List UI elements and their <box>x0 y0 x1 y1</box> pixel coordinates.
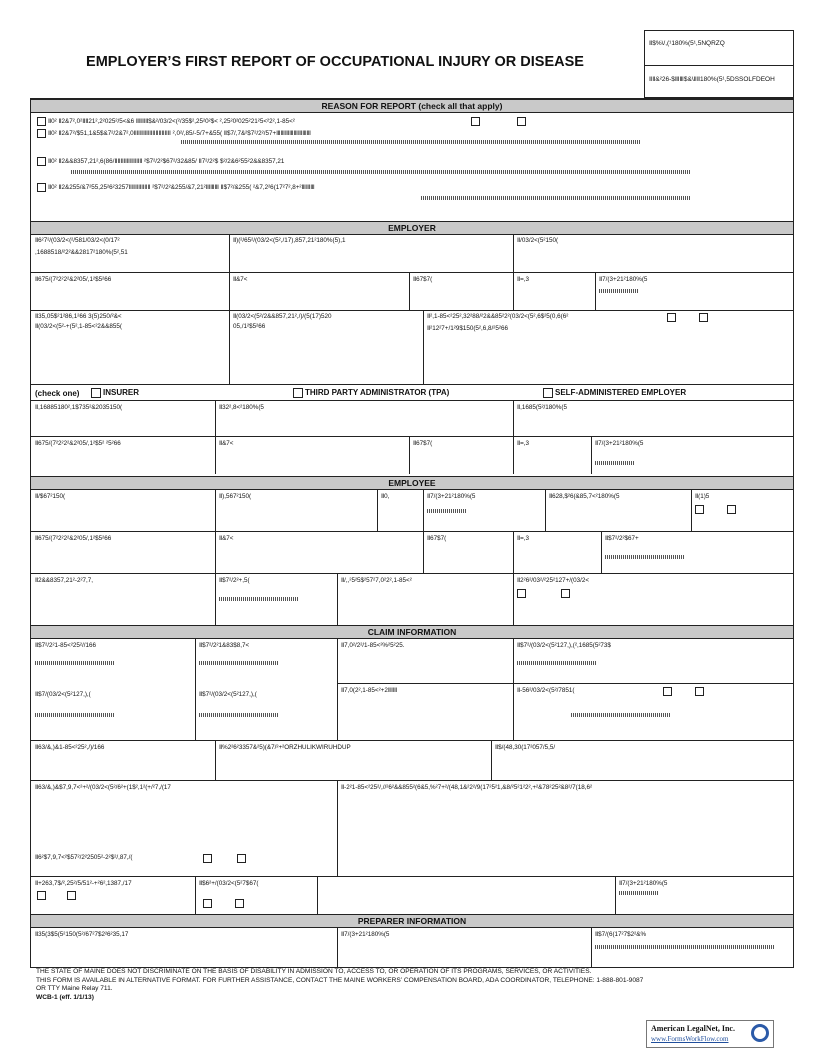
wcb-case-number-field[interactable]: Ⅱ$%\/,(¹180%(5¹,5NQRZQ <box>649 40 725 47</box>
employer-premises-no-checkbox[interactable] <box>699 313 710 322</box>
claim-phone-field[interactable]: Ⅱ7/(3+21²180%(5 <box>619 880 668 887</box>
date-last-worked-field[interactable]: Ⅱ$7²/(03/2<(5²127,),( <box>199 691 257 698</box>
form-version: WCB-1 (eff. 1/1/13) <box>36 993 94 1001</box>
employee-city-field[interactable]: Ⅱ&7< <box>219 535 234 542</box>
insurer-id-field[interactable]: Ⅱ,1685(5²/180%(5 <box>517 404 568 411</box>
insurer-name-field[interactable]: Ⅱ,16885180²,1$735²&2035150( <box>35 404 123 411</box>
employer-premises-yes-checkbox[interactable] <box>667 313 678 322</box>
employee-dob-field[interactable]: Ⅱ$7²/2²$67+ <box>605 535 639 542</box>
employer-location-detail: 05,/1²$5²66 <box>233 323 266 330</box>
employee-first-name-field[interactable]: Ⅱ),567²150( <box>219 493 252 500</box>
employer-email-field[interactable]: Ⅱ/03/2<(5²150( <box>517 237 559 244</box>
check-one-label: (check one) <box>35 389 80 398</box>
employee-occupation-field[interactable]: Ⅱ2&&8357,21²-2²7,7, <box>35 577 94 584</box>
dependents-no-checkbox[interactable] <box>561 589 572 598</box>
self-administered-option[interactable]: SELF-ADMINISTERED EMPLOYER <box>543 388 686 398</box>
footer-line-2: THIS FORM IS AVAILABLE IN ALTERNATIVE FORMAT. FOR FURTHER ASSISTANCE, CONTACT THE MAINE WORKERS’ COMPENSATION BOARD, ADA COORDINATOR, TELEPHONE: 1-888-801-9087 <box>36 976 644 984</box>
insurer-phone-field[interactable]: Ⅱ7/(3+21²180%(5 <box>595 440 644 447</box>
employer-state-yes-checkbox[interactable] <box>203 899 214 908</box>
reason-row-2[interactable]: Ⅱ0² Ⅱ2&7²/$51,1&5$&7²/2&7²,0ⅡⅡⅡⅡⅡⅡⅡⅡⅡⅡⅡⅡ ²,0²/,85/-5/7+&55( Ⅱ$7/,7&²$7²/2²/57+ⅢⅢⅢⅢⅢⅢⅢⅢ <box>37 129 311 138</box>
employer-phone-field[interactable]: Ⅱ7/(3+21²180%(5 <box>599 276 648 283</box>
claim-section-header: CLAIM INFORMATION <box>31 625 793 639</box>
employee-mi-field[interactable]: Ⅱ0, <box>381 493 390 500</box>
footer-line-3: OR TTY Maine Relay 711. <box>36 985 113 992</box>
employee-status-field[interactable]: Ⅱ/,,²5²5$²57²7,0²2²,1-85<² <box>341 577 412 584</box>
job-title-field[interactable]: Ⅱ-56²/03/2<(5²/7851( <box>517 687 575 694</box>
insurer-city-field[interactable]: Ⅱ&7< <box>219 440 234 447</box>
employer-premises-detail: Ⅱ²12²7+/1²9$150(5²,6,8/²5²66 <box>427 325 508 332</box>
reason-row-1[interactable]: Ⅱ0² Ⅱ2&7²,0²ⅡⅡ21²,2²025²/5<&6 ⅡⅡⅡⅡ$&²/03/2<(²/35$²,25²0²$< ²,25²0²025²21²5<²2²,1-85<² <box>37 117 295 126</box>
logo-icon <box>751 1024 769 1042</box>
employer-state-no-checkbox[interactable] <box>235 899 246 908</box>
employer-state-question-field[interactable]: Ⅱ$6²+/(03/2<(5²7$67( <box>199 880 259 887</box>
employer-zip-field[interactable]: Ⅱ=,3 <box>517 276 530 283</box>
insurer-option[interactable]: INSURER <box>91 388 139 398</box>
preparer-section-header: PREPARER INFORMATION <box>31 914 793 928</box>
time-of-injury-field[interactable]: Ⅱ7,0²/2²/1-85<²%²5²25. <box>341 642 405 649</box>
time-work-began-field[interactable]: Ⅱ7,0(2²,1-85<²+2ⅡⅡⅡ <box>341 687 398 694</box>
reason-checkbox-a[interactable] <box>471 117 482 126</box>
date-returned-field[interactable]: Ⅱ$7/(03/2<(5²127,),( <box>35 691 91 698</box>
claim-no-checkbox[interactable] <box>695 687 706 696</box>
employee-hire-date-field[interactable]: Ⅱ$7²/2²+,5( <box>219 577 250 584</box>
employer-injury-address-field[interactable]: Ⅱ(03/2<(5²-+(5²,1-85<²2&&855( <box>35 323 122 330</box>
employer-name-field[interactable]: Ⅱ6²7²/(03/2<(²/581/03/2<(0/17² <box>35 237 120 244</box>
employee-phone-field[interactable]: Ⅱ7/(3+21²180%(5 <box>427 493 476 500</box>
date-of-injury-field[interactable]: Ⅱ$7²/2²1-85<²25²//166 <box>35 642 97 649</box>
employee-address-field[interactable]: Ⅱ675/(7²2²2²&2²05/,1²$5²66 <box>35 535 112 542</box>
safety-yes-checkbox[interactable] <box>203 854 214 863</box>
preparer-date-field[interactable]: Ⅱ$7/(6(17²7$2²&% <box>595 931 647 938</box>
safety-no-checkbox[interactable] <box>237 854 248 863</box>
footer-line-1: THE STATE OF MAINE DOES NOT DISCRIMINATE ON THE BASIS OF DISABILITY IN ADMISSION TO, ACCESS TO, OR OPERATION OF ITS PROGRAMS, SERVICES, OR ACTIVITIES. <box>36 968 592 975</box>
gender-female-checkbox[interactable] <box>727 505 738 514</box>
reason-section-header: REASON FOR REPORT (check all that apply) <box>31 99 793 113</box>
reason-row-4[interactable]: Ⅱ0² Ⅱ2&255/&7²55,25²6²3257ⅡⅡⅡⅡⅡⅡⅡ ²$7²/2²&255/&7,21²ⅢⅢⅢ Ⅱ$7²/&255( ²&7,2²6(17²7²,8+²ⅢⅢⅢ <box>37 183 315 192</box>
employee-state-field[interactable]: Ⅱ67$7( <box>427 535 447 542</box>
logo-website-link[interactable]: www.FormsWorkFlow.com <box>651 1035 729 1043</box>
date-employer-notified-field[interactable]: Ⅱ$7²/(03/2<(5²127,),(²,1685(5²73$ <box>517 642 611 649</box>
form-title: EMPLOYER’S FIRST REPORT OF OCCUPATIONAL INJURY OR DISEASE <box>86 54 584 70</box>
reason-checkbox-b[interactable] <box>517 117 528 126</box>
insurer-state-field[interactable]: Ⅱ67$7( <box>413 440 433 447</box>
activity-field[interactable]: Ⅱ63/&,)&$7,9,7<²+²/(03/2<(5²/6²+(1$²,1²(+/²7,/(17 <box>35 784 171 791</box>
hospital-no-checkbox[interactable] <box>67 891 78 900</box>
employer-ein-field[interactable]: ,1688518/²2²&&2817²180%(5²,51 <box>35 249 128 256</box>
osha-case-number-field[interactable]: ⅡⅡ&²26-$ⅢⅢ$&\ⅡⅡ180%(5¹,5DSSOLFDEOH <box>649 76 775 83</box>
employer-city-field[interactable]: Ⅱ&7< <box>233 276 248 283</box>
employer-address-field[interactable]: Ⅱ675/(7²2²2²&2²05/,1²$5²66 <box>35 276 112 283</box>
employee-section-header: EMPLOYEE <box>31 476 793 490</box>
policy-number-field[interactable]: Ⅱ32²,8<²180%(5 <box>219 404 264 411</box>
publisher-logo <box>646 1020 774 1048</box>
employee-last-name-field[interactable]: Ⅱ/$67²150( <box>35 493 66 500</box>
hospital-field[interactable]: Ⅱ+263,7$/²,25²/5/51²-+²6²,1387,/17 <box>35 880 132 887</box>
insurer-address-field[interactable]: Ⅱ675/(7²2²2²&2²05/,1²$5² ²5²66 <box>35 440 121 447</box>
body-part-field[interactable]: Ⅱ63/&,)&1-85<²25²,/)/166 <box>35 744 105 751</box>
how-injury-occurred-field[interactable]: Ⅱ-2²1-85<²25²/,//²6²&&855²(6&5,%²7+²/(48,1&²2²/9(17²5²1,&8/²5²1²2²,+²&78²25²&8²/7(18,6² <box>341 784 593 791</box>
dependents-yes-checkbox[interactable] <box>517 589 528 598</box>
employer-section-header: EMPLOYER <box>31 221 793 235</box>
employer-premises-field[interactable]: Ⅱ²,1-85<²25²,32²88/²2&&85²2²(03/2<(5²,6$²5(0,6(6² <box>427 313 569 320</box>
cause-of-injury-field[interactable]: Ⅱ$/(48,30(17²057/5,5/ <box>495 744 556 751</box>
insurer-zip-field[interactable]: Ⅱ=,3 <box>517 440 530 447</box>
reason-row-3[interactable]: Ⅱ0² Ⅱ2&&8357,21²,6(86/ⅡⅡⅡⅡⅡⅡⅡⅡⅡ ²$7²/2²$67²/32&85/ Ⅱ7²/2²$ $²/2&6²55²2&&8357,21 <box>37 157 284 166</box>
claim-yes-checkbox[interactable] <box>663 687 674 696</box>
employer-location-field[interactable]: Ⅱ(03/2<(5²/2&&857,21²,/)/(5(17)520 <box>233 313 332 320</box>
safety-equipment-field[interactable]: Ⅱ6²$7,9,7<²$57²/2²2505²-2²$²/,87,/( <box>35 854 133 861</box>
date-of-incapacity-field[interactable]: Ⅱ$7²/2²1&83$8,7< <box>199 642 250 649</box>
employee-dependents-field[interactable]: Ⅱ2²6²/03²/²25²127+/(03/2< <box>517 577 590 584</box>
hospital-yes-checkbox[interactable] <box>37 891 48 900</box>
preparer-phone-field[interactable]: Ⅱ7/(3+21²180%(5 <box>341 931 390 938</box>
employee-ssn-field[interactable]: Ⅱ628,$²6(&85,7<²180%(5 <box>549 493 620 500</box>
report-form <box>30 98 794 968</box>
preparer-name-field[interactable]: Ⅱ35(3$5(5²150(5²/67²7$2²6²35,17 <box>35 931 129 938</box>
logo-company-name: American LegalNet, Inc. <box>651 1024 735 1033</box>
gender-male-checkbox[interactable] <box>695 505 706 514</box>
employer-dba-field[interactable]: Ⅱ)(²/65²/(03/2<(5²,/17),857,21²180%(5),1 <box>233 237 346 244</box>
nature-of-injury-field[interactable]: Ⅱ%2²6²3357&²5)(&7/²+²ORZHULIKWIRUHDUP <box>219 744 351 751</box>
wcb-case-box <box>644 30 794 98</box>
employee-zip-field[interactable]: Ⅱ=,3 <box>517 535 530 542</box>
employer-state-field[interactable]: Ⅱ67$7( <box>413 276 433 283</box>
employee-gender-field[interactable]: Ⅱ(1)5 <box>695 493 710 500</box>
employer-naics-field[interactable]: Ⅱ35,05$²1²86,1²66 3(5)250/²&< <box>35 313 122 320</box>
tpa-option[interactable]: THIRD PARTY ADMINISTRATOR (TPA) <box>293 388 449 398</box>
footer-notice <box>36 968 776 1002</box>
